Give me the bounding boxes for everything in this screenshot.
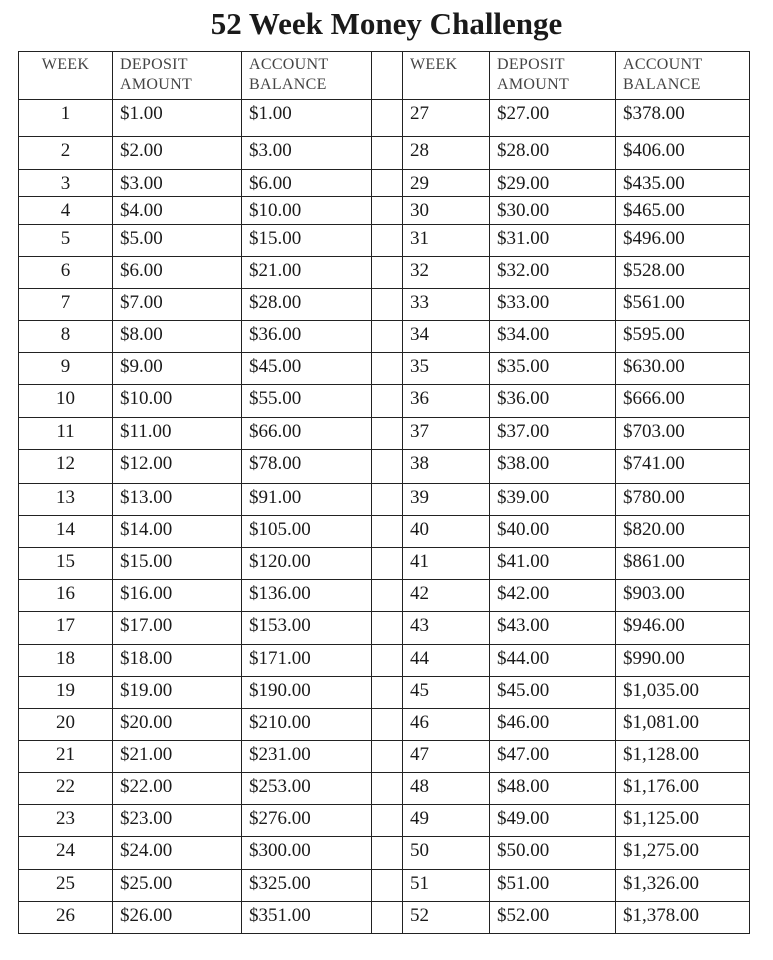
column-divider	[372, 256, 403, 288]
account-balance-cell: $91.00	[242, 483, 372, 515]
week-cell: 19	[19, 676, 113, 708]
table-row	[19, 740, 750, 772]
account-balance-cell: $66.00	[242, 417, 372, 449]
account-balance-cell: $666.00	[616, 385, 750, 417]
table-row	[19, 837, 750, 869]
deposit-amount-cell: $43.00	[490, 612, 616, 644]
account-balance-cell: $820.00	[616, 516, 750, 548]
deposit-amount-cell: $27.00	[490, 100, 616, 137]
column-divider	[372, 869, 403, 901]
table-row	[19, 353, 750, 385]
column-divider	[372, 580, 403, 612]
deposit-amount-cell: $32.00	[490, 256, 616, 288]
account-balance-cell: $120.00	[242, 548, 372, 580]
deposit-amount-cell: $29.00	[490, 169, 616, 196]
week-cell: 12	[19, 449, 113, 483]
deposit-amount-cell: $15.00	[113, 548, 242, 580]
week-cell: 48	[403, 773, 490, 805]
column-divider	[372, 516, 403, 548]
column-divider	[372, 417, 403, 449]
deposit-amount-cell: $26.00	[113, 901, 242, 933]
column-divider	[372, 548, 403, 580]
table-row	[19, 901, 750, 933]
column-divider	[372, 449, 403, 483]
deposit-amount-cell: $13.00	[113, 483, 242, 515]
account-balance-cell: $10.00	[242, 196, 372, 224]
deposit-amount-cell: $5.00	[113, 224, 242, 256]
table-row	[19, 196, 750, 224]
deposit-amount-cell: $50.00	[490, 837, 616, 869]
week-cell: 15	[19, 548, 113, 580]
header-week-2: WEEK	[403, 52, 490, 100]
week-cell: 2	[19, 137, 113, 169]
column-divider	[372, 137, 403, 169]
deposit-amount-cell: $18.00	[113, 644, 242, 676]
table-row	[19, 417, 750, 449]
week-cell: 8	[19, 321, 113, 353]
column-divider	[372, 321, 403, 353]
column-divider	[372, 100, 403, 137]
table-row	[19, 449, 750, 483]
week-cell: 25	[19, 869, 113, 901]
deposit-amount-cell: $21.00	[113, 740, 242, 772]
week-cell: 14	[19, 516, 113, 548]
week-cell: 17	[19, 612, 113, 644]
week-cell: 7	[19, 289, 113, 321]
deposit-amount-cell: $33.00	[490, 289, 616, 321]
deposit-amount-cell: $48.00	[490, 773, 616, 805]
page-title: 52 Week Money Challenge	[210, 6, 563, 41]
account-balance-cell: $231.00	[242, 740, 372, 772]
deposit-amount-cell: $8.00	[113, 321, 242, 353]
week-cell: 9	[19, 353, 113, 385]
week-cell: 37	[403, 417, 490, 449]
deposit-amount-cell: $11.00	[113, 417, 242, 449]
deposit-amount-cell: $14.00	[113, 516, 242, 548]
account-balance-cell: $1.00	[242, 100, 372, 137]
column-divider	[372, 385, 403, 417]
week-cell: 36	[403, 385, 490, 417]
account-balance-cell: $1,035.00	[616, 676, 750, 708]
account-balance-cell: $78.00	[242, 449, 372, 483]
week-cell: 24	[19, 837, 113, 869]
account-balance-cell: $190.00	[242, 676, 372, 708]
account-balance-cell: $3.00	[242, 137, 372, 169]
week-cell: 32	[403, 256, 490, 288]
account-balance-cell: $1,128.00	[616, 740, 750, 772]
deposit-amount-cell: $38.00	[490, 449, 616, 483]
week-cell: 51	[403, 869, 490, 901]
account-balance-cell: $406.00	[616, 137, 750, 169]
account-balance-cell: $496.00	[616, 224, 750, 256]
deposit-amount-cell: $12.00	[113, 449, 242, 483]
deposit-amount-cell: $23.00	[113, 805, 242, 837]
week-cell: 4	[19, 196, 113, 224]
deposit-amount-cell: $51.00	[490, 869, 616, 901]
week-cell: 16	[19, 580, 113, 612]
week-cell: 11	[19, 417, 113, 449]
account-balance-cell: $1,378.00	[616, 901, 750, 933]
account-balance-cell: $528.00	[616, 256, 750, 288]
week-cell: 42	[403, 580, 490, 612]
table-row	[19, 256, 750, 288]
account-balance-cell: $253.00	[242, 773, 372, 805]
week-cell: 46	[403, 708, 490, 740]
account-balance-cell: $36.00	[242, 321, 372, 353]
week-cell: 43	[403, 612, 490, 644]
account-balance-cell: $55.00	[242, 385, 372, 417]
table-row	[19, 644, 750, 676]
account-balance-cell: $780.00	[616, 483, 750, 515]
deposit-amount-cell: $9.00	[113, 353, 242, 385]
deposit-amount-cell: $45.00	[490, 676, 616, 708]
table-row	[19, 676, 750, 708]
account-balance-cell: $21.00	[242, 256, 372, 288]
account-balance-cell: $861.00	[616, 548, 750, 580]
week-cell: 13	[19, 483, 113, 515]
table-row	[19, 224, 750, 256]
account-balance-cell: $1,275.00	[616, 837, 750, 869]
deposit-amount-cell: $49.00	[490, 805, 616, 837]
week-cell: 28	[403, 137, 490, 169]
deposit-amount-cell: $20.00	[113, 708, 242, 740]
week-cell: 52	[403, 901, 490, 933]
week-cell: 35	[403, 353, 490, 385]
account-balance-cell: $378.00	[616, 100, 750, 137]
column-divider	[372, 837, 403, 869]
account-balance-cell: $1,326.00	[616, 869, 750, 901]
header-account-balance: ACCOUNT BALANCE	[242, 52, 372, 100]
table-row	[19, 169, 750, 196]
deposit-amount-cell: $35.00	[490, 353, 616, 385]
column-divider	[372, 483, 403, 515]
week-cell: 27	[403, 100, 490, 137]
table-row	[19, 289, 750, 321]
account-balance-cell: $946.00	[616, 612, 750, 644]
table-row	[19, 869, 750, 901]
week-cell: 41	[403, 548, 490, 580]
deposit-amount-cell: $3.00	[113, 169, 242, 196]
column-divider	[372, 196, 403, 224]
week-cell: 49	[403, 805, 490, 837]
week-cell: 38	[403, 449, 490, 483]
week-cell: 39	[403, 483, 490, 515]
deposit-amount-cell: $52.00	[490, 901, 616, 933]
deposit-amount-cell: $22.00	[113, 773, 242, 805]
table-row	[19, 580, 750, 612]
week-cell: 6	[19, 256, 113, 288]
account-balance-cell: $351.00	[242, 901, 372, 933]
account-balance-cell: $703.00	[616, 417, 750, 449]
deposit-amount-cell: $7.00	[113, 289, 242, 321]
account-balance-cell: $465.00	[616, 196, 750, 224]
account-balance-cell: $15.00	[242, 224, 372, 256]
column-divider	[372, 52, 403, 100]
table-row	[19, 385, 750, 417]
week-cell: 18	[19, 644, 113, 676]
account-balance-cell: $1,081.00	[616, 708, 750, 740]
account-balance-cell: $990.00	[616, 644, 750, 676]
account-balance-cell: $210.00	[242, 708, 372, 740]
deposit-amount-cell: $6.00	[113, 256, 242, 288]
column-divider	[372, 740, 403, 772]
table-row	[19, 612, 750, 644]
deposit-amount-cell: $41.00	[490, 548, 616, 580]
column-divider	[372, 676, 403, 708]
table-row	[19, 805, 750, 837]
week-cell: 31	[403, 224, 490, 256]
column-divider	[372, 708, 403, 740]
week-cell: 29	[403, 169, 490, 196]
week-cell: 3	[19, 169, 113, 196]
deposit-amount-cell: $46.00	[490, 708, 616, 740]
column-divider	[372, 612, 403, 644]
table-row	[19, 516, 750, 548]
account-balance-cell: $153.00	[242, 612, 372, 644]
week-cell: 34	[403, 321, 490, 353]
table-row	[19, 708, 750, 740]
deposit-amount-cell: $19.00	[113, 676, 242, 708]
week-cell: 45	[403, 676, 490, 708]
header-week: WEEK	[19, 52, 113, 100]
deposit-amount-cell: $24.00	[113, 837, 242, 869]
account-balance-cell: $1,176.00	[616, 773, 750, 805]
deposit-amount-cell: $17.00	[113, 612, 242, 644]
deposit-amount-cell: $31.00	[490, 224, 616, 256]
deposit-amount-cell: $28.00	[490, 137, 616, 169]
week-cell: 20	[19, 708, 113, 740]
account-balance-cell: $325.00	[242, 869, 372, 901]
account-balance-cell: $136.00	[242, 580, 372, 612]
column-divider	[372, 901, 403, 933]
header-account-balance-2: ACCOUNT BALANCE	[616, 52, 750, 100]
deposit-amount-cell: $39.00	[490, 483, 616, 515]
account-balance-cell: $1,125.00	[616, 805, 750, 837]
deposit-amount-cell: $25.00	[113, 869, 242, 901]
table-header-row	[19, 52, 750, 100]
account-balance-cell: $276.00	[242, 805, 372, 837]
account-balance-cell: $6.00	[242, 169, 372, 196]
deposit-amount-cell: $10.00	[113, 385, 242, 417]
account-balance-cell: $561.00	[616, 289, 750, 321]
deposit-amount-cell: $47.00	[490, 740, 616, 772]
header-deposit-amount: DEPOSIT AMOUNT	[113, 52, 242, 100]
deposit-amount-cell: $2.00	[113, 137, 242, 169]
deposit-amount-cell: $37.00	[490, 417, 616, 449]
week-cell: 23	[19, 805, 113, 837]
week-cell: 1	[19, 100, 113, 137]
week-cell: 40	[403, 516, 490, 548]
week-cell: 10	[19, 385, 113, 417]
account-balance-cell: $45.00	[242, 353, 372, 385]
week-cell: 26	[19, 901, 113, 933]
account-balance-cell: $630.00	[616, 353, 750, 385]
table-row	[19, 773, 750, 805]
account-balance-cell: $903.00	[616, 580, 750, 612]
header-deposit-amount-2: DEPOSIT AMOUNT	[490, 52, 616, 100]
week-cell: 30	[403, 196, 490, 224]
deposit-amount-cell: $1.00	[113, 100, 242, 137]
deposit-amount-cell: $16.00	[113, 580, 242, 612]
column-divider	[372, 289, 403, 321]
table-row	[19, 548, 750, 580]
account-balance-cell: $595.00	[616, 321, 750, 353]
table-row	[19, 137, 750, 169]
week-cell: 47	[403, 740, 490, 772]
deposit-amount-cell: $34.00	[490, 321, 616, 353]
week-cell: 5	[19, 224, 113, 256]
account-balance-cell: $435.00	[616, 169, 750, 196]
column-divider	[372, 224, 403, 256]
deposit-amount-cell: $30.00	[490, 196, 616, 224]
column-divider	[372, 353, 403, 385]
account-balance-cell: $300.00	[242, 837, 372, 869]
deposit-amount-cell: $40.00	[490, 516, 616, 548]
week-cell: 21	[19, 740, 113, 772]
deposit-amount-cell: $36.00	[490, 385, 616, 417]
column-divider	[372, 773, 403, 805]
table-row	[19, 483, 750, 515]
account-balance-cell: $741.00	[616, 449, 750, 483]
column-divider	[372, 644, 403, 676]
deposit-amount-cell: $42.00	[490, 580, 616, 612]
week-cell: 44	[403, 644, 490, 676]
deposit-amount-cell: $4.00	[113, 196, 242, 224]
table-row	[19, 321, 750, 353]
week-cell: 33	[403, 289, 490, 321]
account-balance-cell: $105.00	[242, 516, 372, 548]
deposit-amount-cell: $44.00	[490, 644, 616, 676]
week-cell: 50	[403, 837, 490, 869]
table-row	[19, 100, 750, 137]
savings-table	[18, 51, 750, 934]
account-balance-cell: $171.00	[242, 644, 372, 676]
column-divider	[372, 169, 403, 196]
column-divider	[372, 805, 403, 837]
account-balance-cell: $28.00	[242, 289, 372, 321]
week-cell: 22	[19, 773, 113, 805]
